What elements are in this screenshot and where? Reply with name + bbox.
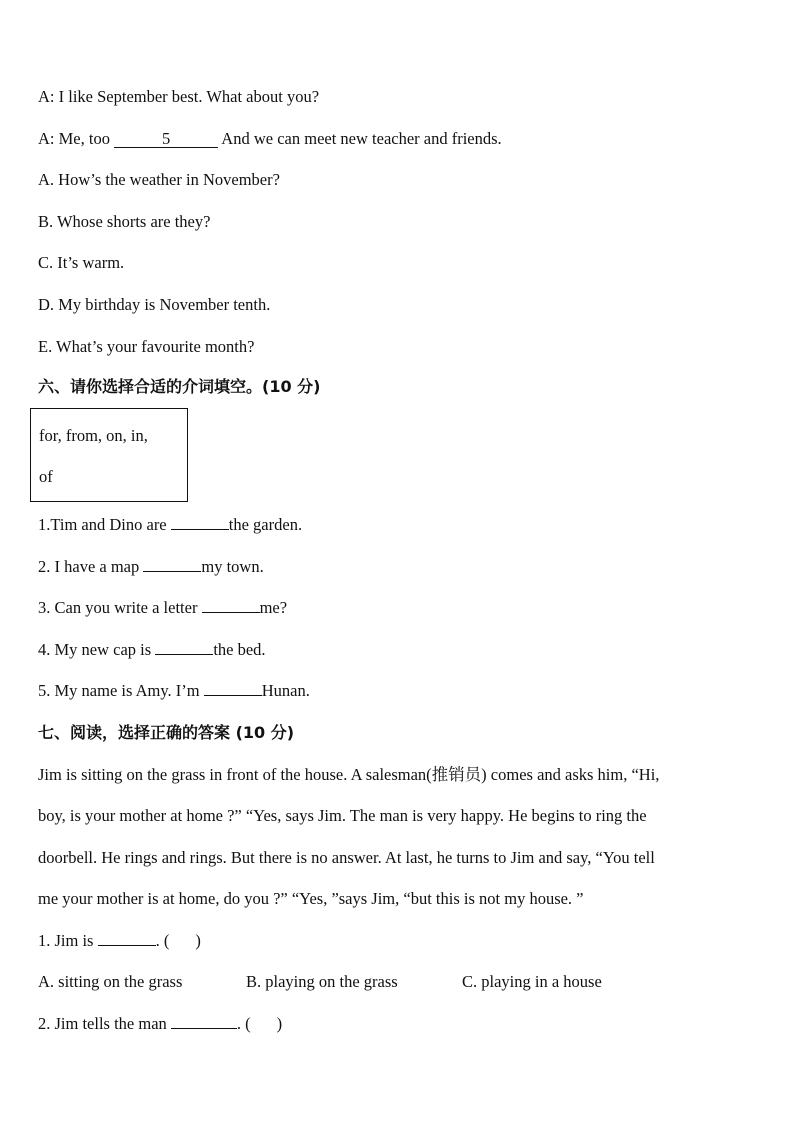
option-d: D. My birthday is November tenth.: [38, 295, 271, 314]
answer-blank[interactable]: [98, 945, 156, 946]
question-4: [38, 639, 266, 661]
choice-b: B. playing on the grass: [246, 972, 398, 991]
question-3: [38, 597, 287, 619]
dialogue-line-2: [38, 128, 502, 150]
question-text: 1.Tim and Dino are: [38, 515, 171, 534]
answer-blank[interactable]: [171, 1028, 237, 1029]
option-a: A. How’s the weather in November?: [38, 170, 280, 189]
passage-line: boy, is your mother at home ?” “Yes, says Jim. The man is very happy. He begins to ring the: [38, 806, 647, 825]
passage-line: me your mother is at home, do you ?” “Yes, ”says Jim, “but this is not my house. ”: [38, 889, 584, 908]
answer-blank[interactable]: [204, 695, 262, 696]
question-text: . (: [155, 931, 170, 950]
option-e: E. What’s your favourite month?: [38, 337, 255, 356]
question-text: 2. Jim tells the man: [38, 1014, 171, 1033]
question-text: . (: [236, 1014, 251, 1033]
passage-line: Jim is sitting on the grass in front of the house. A salesman(推销员) comes and asks him, “Hi,: [38, 765, 660, 784]
question-text: 4. My new cap is: [38, 640, 156, 659]
question-text: the garden.: [228, 515, 303, 534]
answer-blank[interactable]: [143, 571, 201, 572]
section-6-heading: 六、请你选择合适的介词填空。(10 分): [38, 377, 321, 396]
question-text: me?: [259, 598, 288, 617]
option-c: C. It’s warm.: [38, 253, 125, 272]
answer-blank[interactable]: [202, 612, 260, 613]
word-bank-line: for, from, on, in,: [39, 426, 148, 445]
dialogue-line-1: [38, 86, 319, 108]
dialogue-text: A: I like September best. What about you?: [38, 87, 320, 106]
choice-c: C. playing in a house: [462, 972, 602, 991]
question-text: 3. Can you write a letter: [38, 598, 202, 617]
word-bank-line: of: [39, 467, 53, 486]
question-text: ): [276, 1014, 283, 1033]
question-5: [38, 680, 310, 702]
choice-a: A. sitting on the grass: [38, 972, 183, 991]
question-text: Hunan.: [261, 681, 310, 700]
question-text: the bed.: [213, 640, 266, 659]
passage-line: doorbell. He rings and rings. But there is no answer. At last, he turns to Jim and say, “You tell: [38, 848, 655, 867]
reading-question-2: [38, 1013, 282, 1035]
dialogue-text: A: Me, too: [38, 129, 115, 148]
answer-blank[interactable]: 5: [114, 131, 218, 148]
question-text: 5. My name is Amy. I’m: [38, 681, 204, 700]
question-1: [38, 514, 302, 536]
reading-question-1: [38, 930, 201, 952]
option-b: B. Whose shorts are they?: [38, 212, 211, 231]
question-2: [38, 556, 264, 578]
question-text: ): [195, 931, 201, 950]
dialogue-text: And we can meet new teacher and friends.: [218, 129, 502, 148]
question-text: my town.: [201, 557, 264, 576]
word-bank-box: [30, 408, 188, 502]
question-text: 1. Jim is: [38, 931, 98, 950]
section-7-heading: 七、阅读，选择正确的答案 (10 分): [38, 723, 295, 742]
answer-blank[interactable]: [171, 529, 229, 530]
question-text: 2. I have a map: [38, 557, 144, 576]
answer-blank[interactable]: [155, 654, 213, 655]
